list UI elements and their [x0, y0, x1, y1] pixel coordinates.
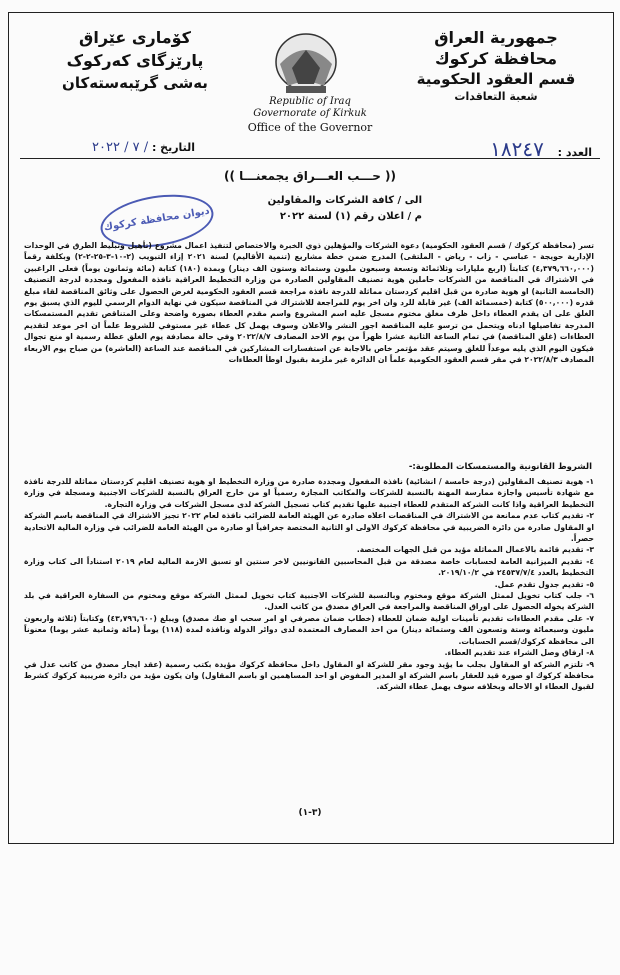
slogan: (( حـــب العـــراق يجمعنـــا )) — [224, 169, 396, 183]
condition-item: ٧- على مقدم العطاءات تقديم تأمينات اولية ضمان للعطاء (خطاب ضمان مصرفي او امر سحب او صك مصدق) ويبلغ (٤٣,٧٩٦,٦٠٠) وكتابتاً (ثلاثة واربعون مليون وسبعمائة وستة وتسعون الف وستمائة دينار) من احد المصارف المعتمدة لدى دوائر الدولة ونافذة لمدة (١١٨) يوماً (مائة وثمانية عشر يوما) معنوناً الى محافظة كركوك/قسم الحسابات. — [24, 613, 594, 646]
kurdish-department: بەشی گرێبەستەکان — [62, 74, 208, 92]
letterhead-governorate: محافظة كركوك — [434, 49, 558, 68]
subject-line: م / اعلان رقم (١) لسنة ٢٠٢٢ — [279, 211, 422, 222]
letterhead-department: قسم العقود الحكومية — [416, 70, 576, 88]
kurdish-letterhead — [50, 28, 220, 92]
letterhead-country: جمهورية العراق — [434, 28, 558, 47]
date-value: / ٧ / ٢٠٢٢ — [92, 140, 149, 155]
number-value: ١٨٢٤٧ — [490, 137, 544, 161]
conditions-title: الشروط القانونية والمستمسكات المطلوبة:- — [408, 462, 592, 472]
condition-item: ١- هوية تصنيف المقاولين (درجة خامسة / انشائية) نافذة المفعول ومجددة صادرة من وزارة التخطيط او هوية تصنيف اقليم كردستان مماثلة للدرجة نافذة مع شهادة تأسيس واجازة ممارسة المهنة بالنسبة للشركات والمكاتب المجازة رسمياً او من خارج العراق بالنسبة للشركات الاجنبية ومسجلة في وزارة التخطيط العراقية واذا كانت الشركة المتقدم للعطاء اجنبية عليها تقديم كتاب تسجيل الشركة لدى مسجل الشركات في وزارة التجارة. — [24, 477, 594, 509]
reference-date — [92, 140, 195, 155]
page-number: (٣-١) — [298, 808, 322, 818]
condition-item: ٩- تلتزم الشركة او المقاول بجلب ما يؤيد وجود مقر للشركة او المقاول داخل محافظة كركوك مؤيدة بكتب رسمية (عقد ايجار مصدق من كاتب عدل في محافظة كركوك او صورة قيد للعقار باسم الشركة او المدير المفوض او احد المساهمين او باسم المقاول) وان يكون مؤيد من دائرة ضريبية كركوك كشرط لقبول العطاء او الاحاله وبخلافه سوف يهمل عطاء الشركة. — [24, 659, 594, 692]
arabic-letterhead — [396, 28, 596, 103]
kurdish-country: کۆماری عێراق — [79, 28, 191, 47]
english-governorate: Governorate of Kirkuk — [253, 108, 367, 119]
condition-item: ٢- تقديم كتاب عدم ممانعة من الاشتراك في المناقصات اعلاه صادرة عن الهيئة العامة للضرائب نافذة لعام ٢٠٢٢ تجيز الاشتراك في المناقصة باسم الشركة او المقاول صادرة من دائرة الضريبية في محافظة كركوك الاولى او الثانية المختصة جغرافياً او صادرة من الهيئة العامة للضرائب في وزارة المالية الاتحادية حصراً. — [24, 511, 594, 544]
condition-item: ٥- تقديم جدول تقدم عمل. — [494, 579, 594, 589]
addressee-block — [268, 193, 422, 225]
english-country: Republic of Iraq — [269, 96, 351, 107]
date-label: التاريخ : — [151, 141, 196, 154]
number-label: العدد : — [557, 146, 592, 159]
kurdish-governorate: پارێزگای کەرکوک — [66, 51, 204, 70]
announcement-paragraph: تسر (محافظة كركوك / قسم العقود الحكومية) دعوة الشركات والمؤهلين ذوي الخبرة والاختصاص لتنفيذ اعمال مشروع (تأهيل وتبليط الطرق في الوحدات الإدارية حويجة - عباسي - زاب - رياض - الملتقى) المدرج ضمن خطة مشاريع (تنمية الأقاليم) لسنة ٢٠٢١ إزاء التبويب (٢-١٠-٣-٢٥-٢-٢) وبكلفة رقماً (٤,٣٧٩,٦٦٠,٠٠٠) كتابتاً (اربع مليارات وثلاثمائة وتسعة وسبعون مليون وستمائة وستون الف دينار) وبمدة (١٨٠) كتابة (مائة وثمانون يوماً) فعلى الراغبين في الاشتراك في المناقصة من الشركات حاملين هوية تصنيف المقاولين الصادرة من وزارة التخطيط العراقية نافذة المفعول ومجددة لدرجة التصنيف (الخامسة الثانية) او هوية صادرة من قبل اقليم كردستان مماثلة للدرجة نافذة مراجعة قسم العقود الحكومية لغرض الحصول على وثائق المناقصة لقاء مبلغ قدره (٥٠٠,٠٠٠) كتابة (خمسمائة الف) غير قابلة للرد وان اخر يوم للمراجعة للاشتراك في المناقصة سيكون في نهاية الدوام الرسمي لليوم الذي يسبق يوم الغلق على ان يقدم العطاء داخل ظرف مغلق مختوم مسجل عليه اسم المشروع واسم مقدم العطاء بصورة واضحة وعلى المتناقص تقديم المستمسكات المدرجة تفاصيلها ادناه ويتحمل من ترسو عليه المناقصة اجور النشر والاعلان وسوف يهمل كل عطاء غير مستوفي للشروط علماً ان اخر موعد لتقديم العطاءات (غلق المناقصة) في تمام الساعة الثانية عشرا ظهراً من يوم الاحد المصادف ٢٠٢٢/٨/٧ وفي حالة مصادفة يوم الغلق عطلة رسمية او منع تجوال فيكون اليوم الذي يليه موعداً للغلق وسيتم عقد مؤتمر خاص بالاجابة عن استفسارات المشاركين في المناقصة عند الساعة (العاشرة) من صباح يوم الاربعاء المصادف ٢٠٢٢/٨/٣ في مقر قسم العقود الحكومية علماً ان الدائرة غير ملزمة بقبول اوطأ العطاءات — [24, 241, 595, 365]
conditions-list — [24, 476, 594, 693]
office-stamp: ديوان محافظة كركوك — [97, 187, 217, 254]
english-office: Office of the Governor — [247, 121, 373, 134]
condition-item: ٦- جلب كتاب تخويل لممثل الشركة موقع ومختوم وبالنسبة للشركات الاجنبية كتاب تخويل لممثل الشركة موقع ومختوم من السفارة العراقية في بلد الشركة يخوله الحصول على اوراق المناقصة والمراجعة في العراق مصدق من كاتب العدل. — [24, 591, 594, 612]
header-divider — [20, 158, 600, 159]
addressee-line: الى / كافة الشركات والمقاولين — [267, 195, 422, 206]
letterhead-section: شعبة التعاقدات — [454, 90, 538, 103]
english-letterhead — [240, 96, 380, 134]
condition-item: ٣- تقديم قائمة بالاعمال المماثلة مؤيد من قبل الجهات المختصة. — [356, 545, 594, 555]
condition-item: ٨- ارفاق وصل الشراء عند تقديم العطاء. — [444, 648, 594, 658]
coat-of-arms-icon — [262, 28, 350, 98]
condition-item: ٤- تقديم الميزانية العامة لحسابات خاصة مصدقة من قبل المحاسبين القانونيين لاخر سنتين او تسبق الازمة المالية لعام ٢٠١٩ استناداً الى كتاب وزارة التخطيط بالعدد ٢٤٥٣٧/٧/٤ في ٢٠١٩/١٠/٢. — [24, 556, 595, 578]
